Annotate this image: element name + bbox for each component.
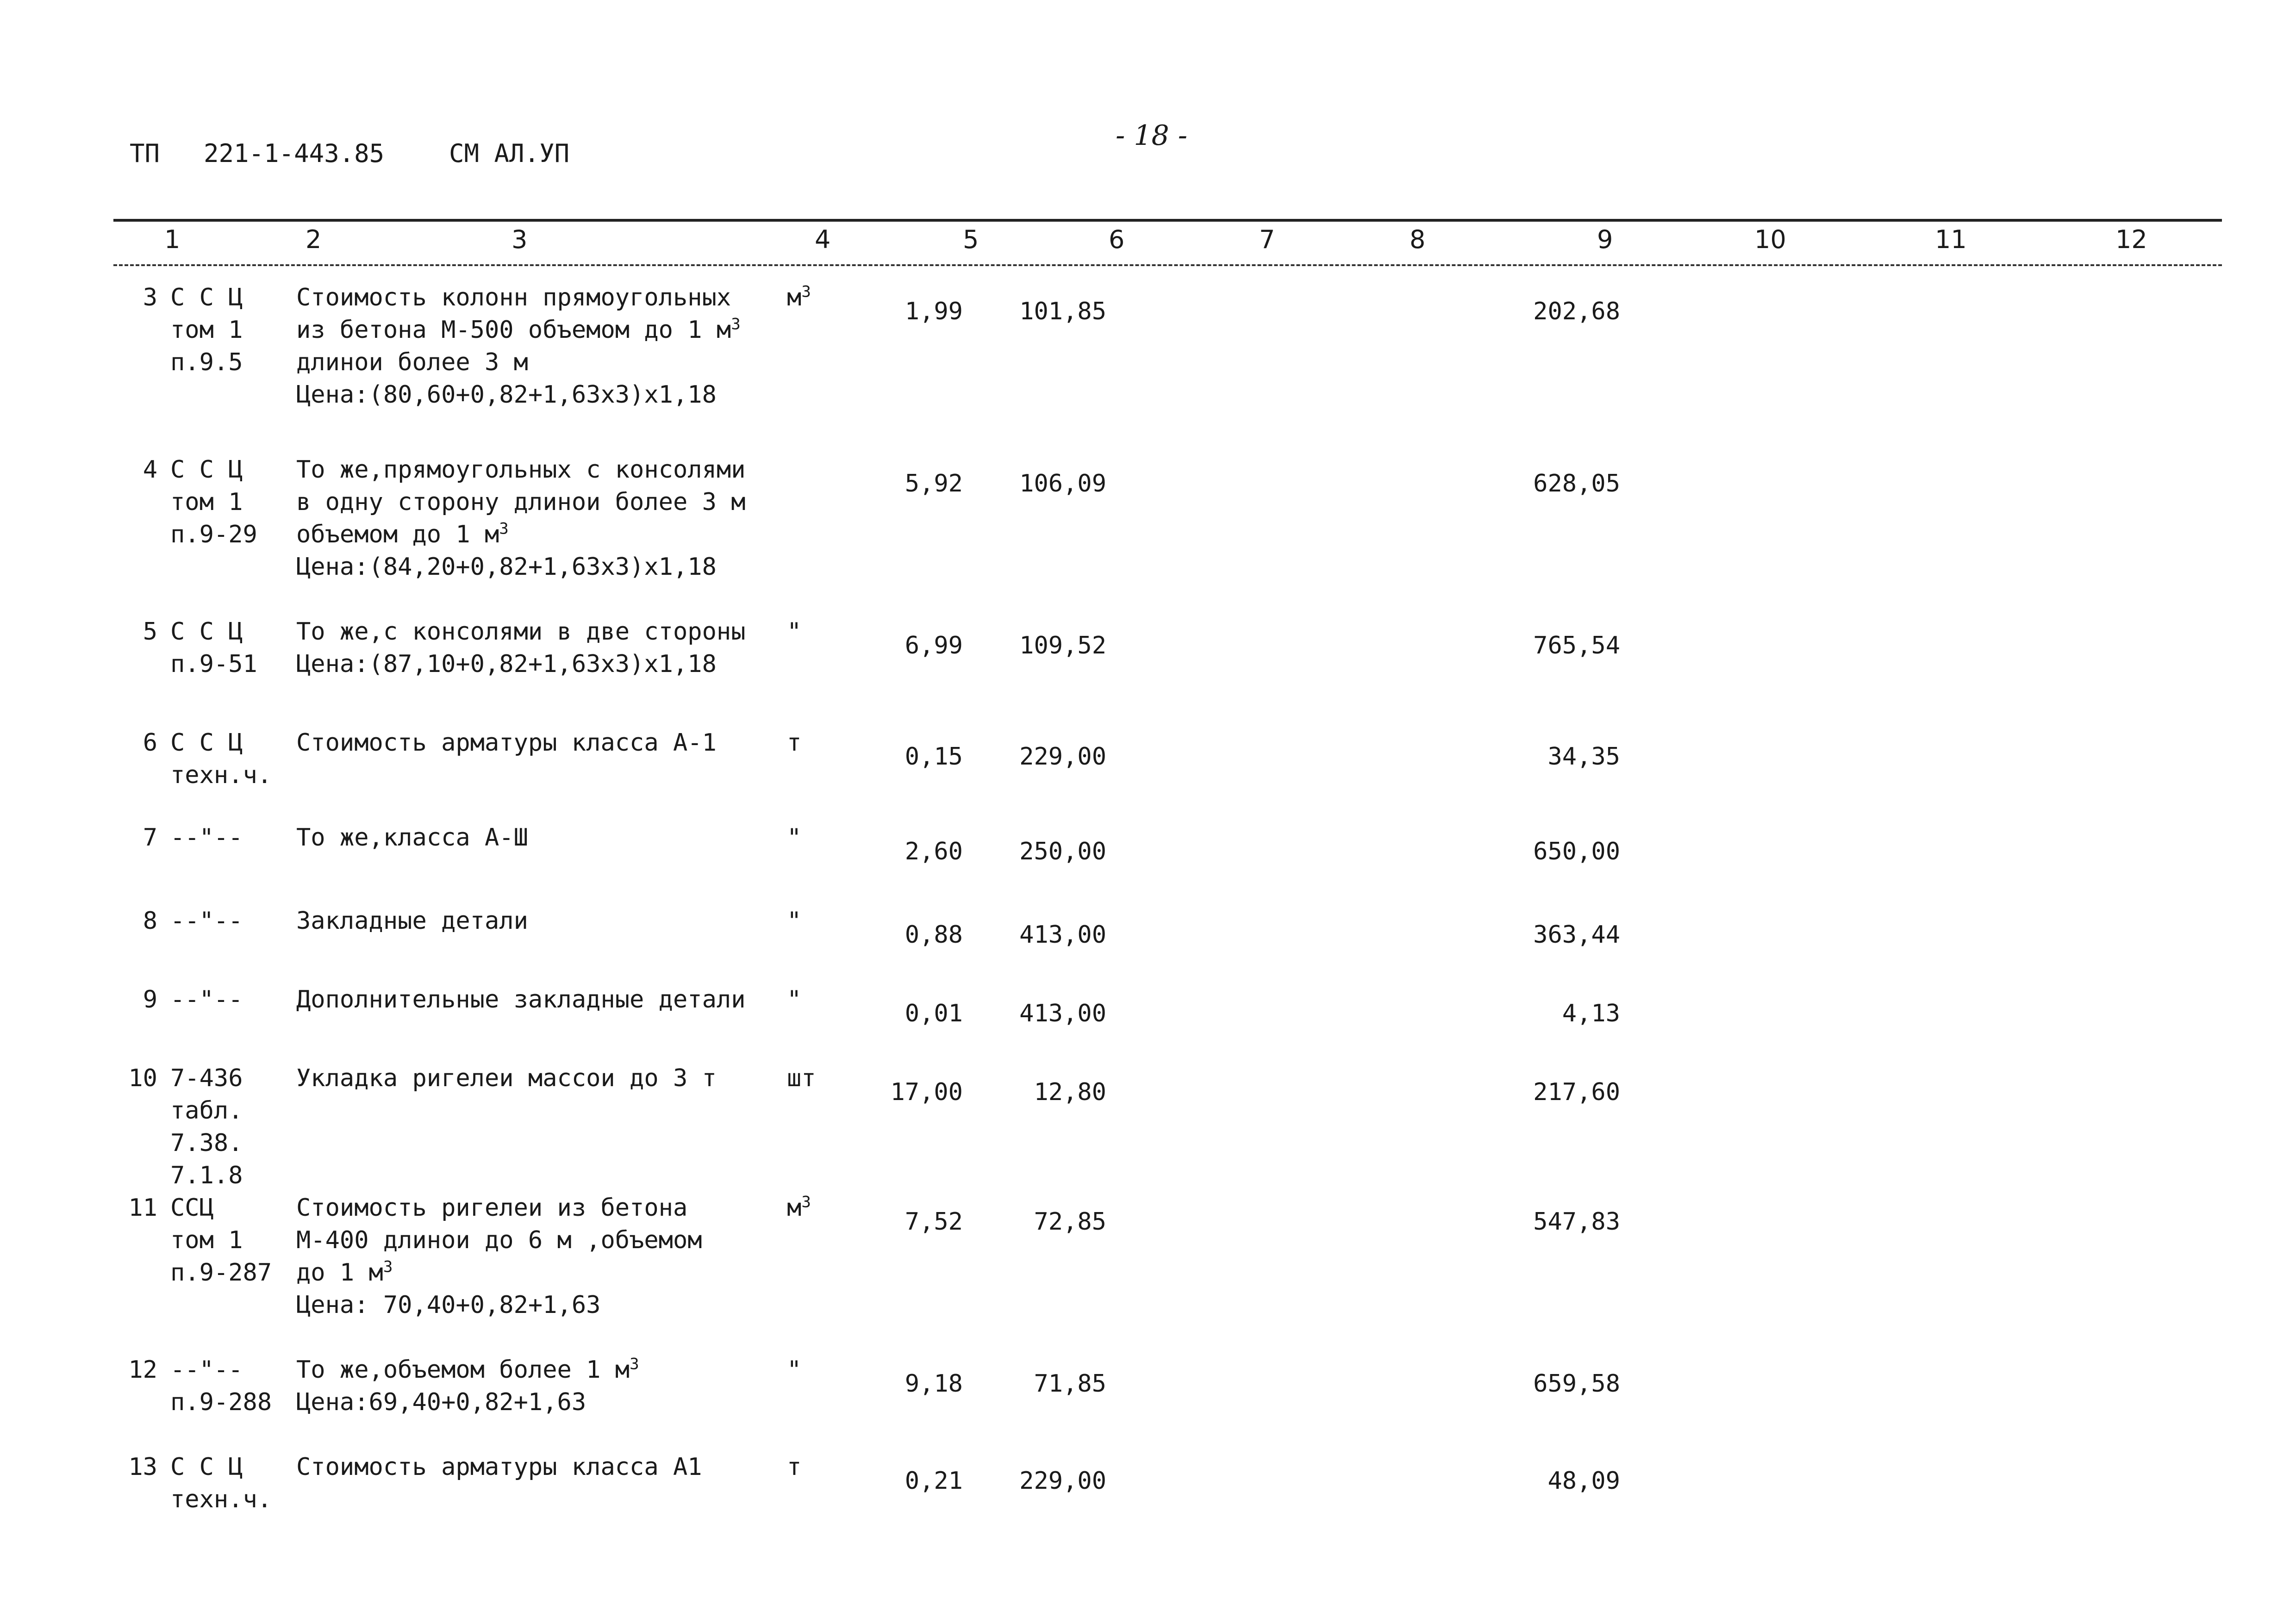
row-unit-price: 229,00 — [1019, 743, 1106, 771]
row-unit: т — [787, 1453, 802, 1481]
row-reference: С С Ц том 1 п.9.5 — [170, 284, 243, 376]
row-quantity: 6,99 — [905, 632, 963, 659]
row-description: То же,объемом более 1 $м^3$ Цена:69,40+0,82+1,63 — [296, 1355, 639, 1416]
row-number: 9 — [143, 986, 157, 1014]
row-unit: шт — [787, 1064, 816, 1092]
row-description: Дополнительные закладные детали — [296, 986, 746, 1014]
row-unit-price: 72,85 — [1034, 1208, 1106, 1236]
row-reference: С С Ц п.9-51 — [170, 618, 257, 678]
row-description: Закладные детали — [296, 907, 528, 935]
row-total: 650,00 — [1533, 838, 1620, 865]
row-unit: " — [787, 907, 802, 935]
row-description: То же,класса А-Ш — [296, 824, 528, 852]
row-unit: " — [787, 1356, 802, 1384]
column-number: 10 — [1754, 225, 1786, 254]
row-unit: " — [787, 986, 802, 1014]
column-number: 1 — [164, 225, 181, 254]
row-number: 7 — [143, 824, 157, 852]
row-quantity: 17,00 — [890, 1078, 963, 1106]
row-number: 12 — [128, 1356, 157, 1384]
row-description: Стоимость арматуры класса А-1 — [296, 729, 717, 757]
row-total: 4,13 — [1562, 1000, 1620, 1027]
row-number: 8 — [143, 907, 157, 935]
row-unit-price: 12,80 — [1034, 1078, 1106, 1106]
row-number: 5 — [143, 618, 157, 646]
row-unit-price: 229,00 — [1019, 1467, 1106, 1495]
row-unit-price: 413,00 — [1019, 921, 1106, 949]
row-total: 202,68 — [1533, 298, 1620, 325]
row-description: Укладка ригелеи массои до 3 т — [296, 1064, 717, 1092]
row-description: Стоимость колонн прямоугольных из бетона М-500 объемом до 1 $м^3$ длинои более 3 м Цена:(80,60+0,82+1,63х3)х1,18 — [296, 284, 741, 409]
row-unit: " — [787, 618, 802, 646]
table-top-rule — [113, 219, 2222, 222]
row-quantity: 1,99 — [905, 298, 963, 325]
row-unit-price: 106,09 — [1019, 470, 1106, 497]
row-number: 11 — [128, 1194, 157, 1222]
row-reference: --"-- — [170, 986, 243, 1014]
row-quantity: 7,52 — [905, 1208, 963, 1236]
row-unit: " — [787, 824, 802, 852]
column-number: 9 — [1597, 225, 1613, 254]
row-description: То же,прямоугольных с консолями в одну сторону длинои более 3 м объемом до 1 $м^3$ Цена:(84,20+0,82+1,63х3)х1,18 — [296, 456, 746, 581]
row-number: 10 — [128, 1064, 157, 1092]
table-header-rule — [113, 264, 2222, 266]
doc-section: СМ АЛ.УП — [449, 139, 570, 168]
column-number: 12 — [2115, 225, 2147, 254]
row-description: То же,с консолями в две стороны Цена:(87,10+0,82+1,63х3)х1,18 — [296, 618, 746, 678]
row-reference: С С Ц том 1 п.9-29 — [170, 456, 257, 548]
column-number: 7 — [1259, 225, 1275, 254]
column-number: 8 — [1410, 225, 1426, 254]
column-number: 6 — [1109, 225, 1125, 254]
row-total: 217,60 — [1533, 1078, 1620, 1106]
doc-code: 221-1-443.85 — [204, 139, 385, 168]
row-total: 34,35 — [1547, 743, 1620, 771]
row-number: 6 — [143, 729, 157, 757]
column-number: 4 — [815, 225, 831, 254]
column-number: 5 — [963, 225, 979, 254]
row-quantity: 5,92 — [905, 470, 963, 497]
row-quantity: 9,18 — [905, 1370, 963, 1398]
row-unit-price: 101,85 — [1019, 298, 1106, 325]
row-total: 659,58 — [1533, 1370, 1620, 1398]
row-quantity: 0,01 — [905, 1000, 963, 1027]
row-reference: --"-- — [170, 824, 243, 852]
row-description: Стоимость ригелеи из бетона М-400 длинои до 6 м ,объемом до 1 $м^3$ Цена: 70,40+0,82+1,63 — [296, 1194, 702, 1319]
row-reference: ССЦ том 1 п.9-287 — [170, 1194, 272, 1287]
row-unit: $м^3$ — [787, 1193, 811, 1222]
row-unit: т — [787, 729, 802, 757]
row-unit-price: 413,00 — [1019, 1000, 1106, 1027]
row-quantity: 2,60 — [905, 838, 963, 865]
row-unit-price: 109,52 — [1019, 632, 1106, 659]
row-description: Стоимость арматуры класса А1 — [296, 1453, 702, 1481]
row-unit-price: 71,85 — [1034, 1370, 1106, 1398]
row-total: 628,05 — [1533, 470, 1620, 497]
row-quantity: 0,15 — [905, 743, 963, 771]
column-number: 11 — [1935, 225, 1967, 254]
row-reference: С С Ц техн.ч. — [170, 1453, 272, 1513]
row-total: 547,83 — [1533, 1208, 1620, 1236]
column-number: 3 — [512, 225, 528, 254]
row-number: 13 — [128, 1453, 157, 1481]
row-quantity: 0,88 — [905, 921, 963, 949]
row-reference: С С Ц техн.ч. — [170, 729, 272, 789]
row-quantity: 0,21 — [905, 1467, 963, 1495]
row-total: 48,09 — [1547, 1467, 1620, 1495]
row-total: 765,54 — [1533, 632, 1620, 659]
row-total: 363,44 — [1533, 921, 1620, 949]
row-number: 4 — [143, 456, 157, 484]
page-number: - 18 - — [1116, 119, 1188, 152]
row-unit-price: 250,00 — [1019, 838, 1106, 865]
row-number: 3 — [143, 284, 157, 311]
row-reference: --"-- п.9-288 — [170, 1356, 272, 1416]
row-reference: --"-- — [170, 907, 243, 935]
column-number: 2 — [306, 225, 322, 254]
row-reference: 7-436 табл. 7.38. 7.1.8 — [170, 1064, 243, 1189]
doc-prefix: ТП — [130, 139, 160, 168]
row-unit: $м^3$ — [787, 282, 811, 311]
